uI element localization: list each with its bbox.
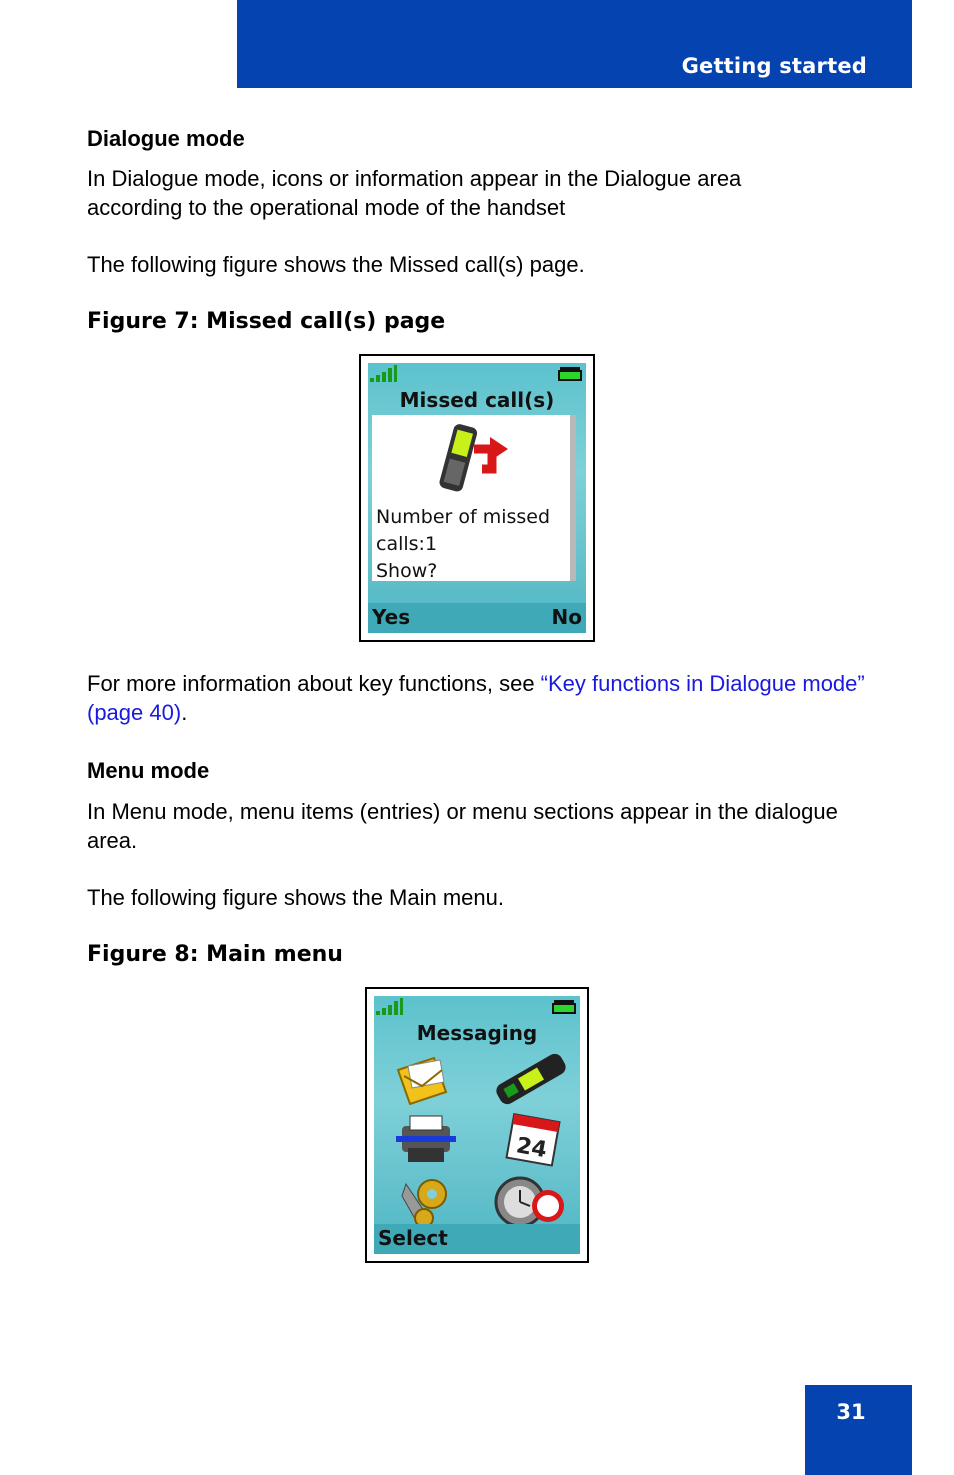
main-menu-screenshot — [365, 987, 589, 1263]
settings-icon[interactable] — [396, 1174, 456, 1230]
signal-strength-icon — [376, 998, 404, 1016]
missed-call-icon — [434, 419, 514, 499]
phone-settings-icon[interactable] — [490, 1052, 572, 1106]
menu-mode-paragraph: In Menu mode, menu items (entries) or menu sections appear in the dialogue area. — [87, 799, 838, 853]
calendar-day: 24 — [514, 1133, 549, 1164]
missed-calls-screen — [368, 363, 586, 633]
signal-strength-icon — [370, 365, 398, 383]
alarm-clock-icon[interactable] — [490, 1168, 570, 1230]
header-bar — [237, 0, 912, 88]
softkey-bar — [374, 1224, 580, 1254]
missed-count-line-2: calls:1 — [376, 533, 438, 555]
dialogue-mode-paragraph: In Dialogue mode, icons or information appear in the Dialogue area according to the operational mode of the handset — [87, 166, 742, 220]
show-prompt: Show? — [376, 560, 438, 582]
figure-7-caption: Figure 7: Missed call(s) page — [87, 309, 446, 334]
figure-8-caption: Figure 8: Main menu — [87, 942, 343, 967]
battery-icon — [558, 367, 582, 381]
dialogue-panel — [372, 415, 576, 581]
page-number: 31 — [836, 1400, 866, 1424]
missed-calls-screenshot — [359, 354, 595, 642]
calendar-icon[interactable] — [504, 1110, 564, 1168]
page-number-box — [805, 1385, 912, 1475]
softkey-bar — [368, 603, 586, 633]
key-functions-link[interactable]: “Key functions in Dialogue mode” (page 40) — [87, 671, 865, 725]
yes-softkey[interactable]: Yes — [372, 605, 411, 629]
messaging-icon[interactable] — [394, 1052, 458, 1106]
phone-book-icon[interactable] — [394, 1112, 458, 1168]
menu-figure-intro: The following figure shows the Main menu. — [87, 885, 504, 910]
menu-mode-heading: Menu mode — [87, 758, 210, 783]
info-prefix: For more information about key functions, see — [87, 671, 541, 696]
select-softkey[interactable]: Select — [378, 1226, 448, 1250]
info-suffix: . — [181, 699, 188, 725]
menu-title: Messaging — [416, 1021, 538, 1045]
no-softkey[interactable]: No — [551, 605, 582, 629]
missed-count-line-1: Number of missed — [376, 506, 551, 528]
main-menu-screen — [374, 996, 580, 1254]
battery-icon — [552, 1000, 576, 1014]
dialogue-figure-intro: The following figure shows the Missed call(s) page. — [87, 252, 585, 277]
key-functions-paragraph — [87, 670, 877, 727]
screen-title: Missed call(s) — [399, 388, 555, 412]
header-title: Getting started — [681, 54, 867, 78]
dialogue-mode-heading: Dialogue mode — [87, 126, 245, 151]
